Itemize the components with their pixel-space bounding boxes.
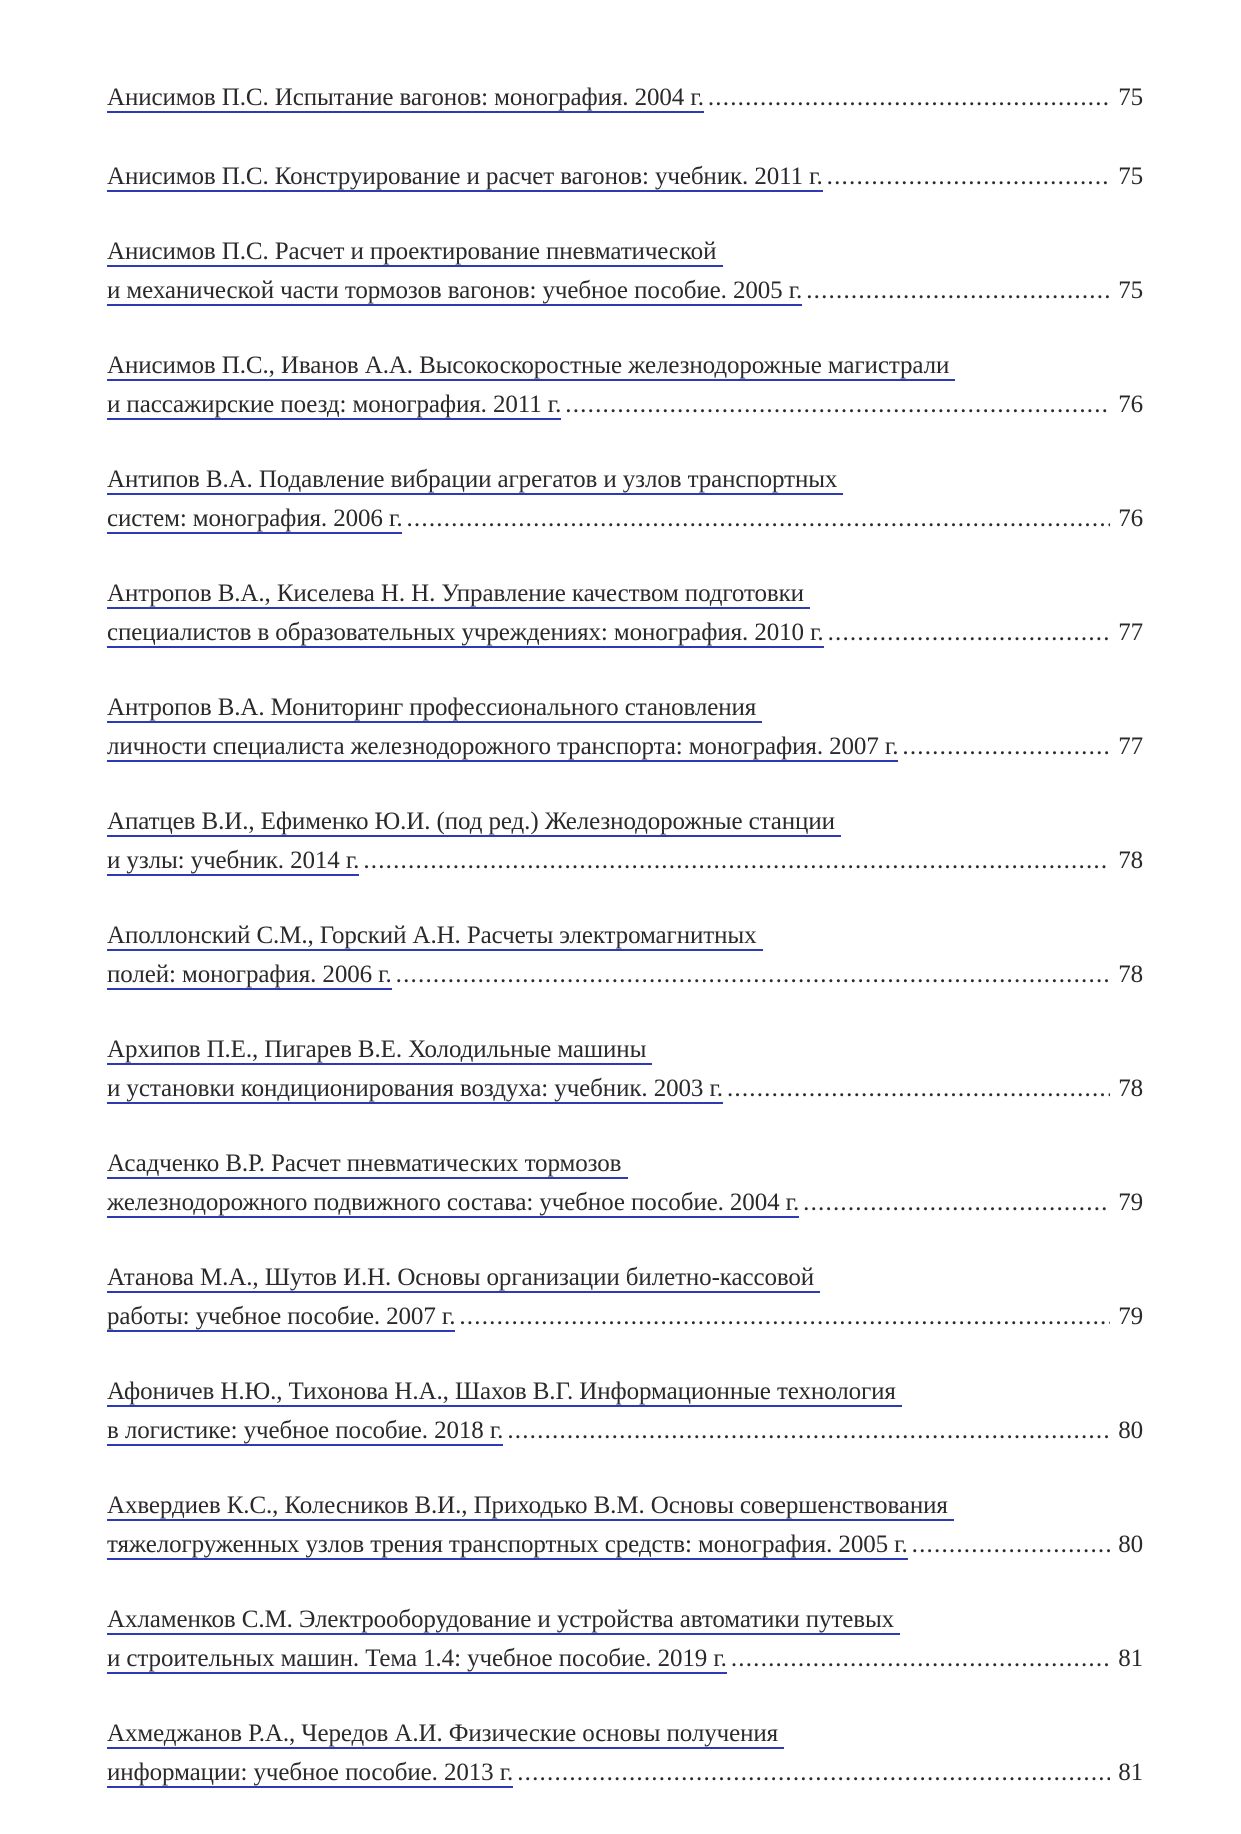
- toc-entry[interactable]: [107, 352, 1143, 422]
- toc-entry-link[interactable]: Апатцев В.И., Ефименко Ю.И. (под ред.) Железнодорожные станции: [107, 808, 841, 837]
- toc-entry-line: [107, 922, 1143, 957]
- toc-entry-line: [107, 1378, 1143, 1413]
- toc-entry-link[interactable]: и механической части тормозов вагонов: учебное пособие. 2005 г.: [107, 277, 803, 304]
- toc-entry-link[interactable]: Анисимов П.С., Иванов А.А. Высокоскоростные железнодорожные магистрали: [107, 352, 955, 381]
- toc-entry[interactable]: [107, 80, 1143, 115]
- toc-entry-link[interactable]: Асадченко В.Р. Расчет пневматических тормозов: [107, 1150, 628, 1179]
- toc-entry-link[interactable]: полей: монография. 2006 г.: [107, 961, 392, 988]
- dot-leader: [708, 80, 1110, 115]
- page-number: 78: [1118, 847, 1143, 874]
- toc-entry-line: [107, 580, 1143, 615]
- toc-entry-line: [107, 1492, 1143, 1527]
- toc-entry-link[interactable]: Анисимов П.С. Конструирование и расчет вагонов: учебник. 2011 г.: [107, 163, 823, 190]
- page-number: 79: [1118, 1189, 1143, 1216]
- dot-leader: [459, 1299, 1110, 1334]
- dot-leader: [912, 1527, 1110, 1562]
- toc-entry[interactable]: [107, 1492, 1143, 1562]
- toc-entry-line: [107, 615, 1143, 650]
- dot-leader: [565, 387, 1110, 422]
- toc-entry[interactable]: [107, 1606, 1143, 1676]
- toc-entry[interactable]: [107, 808, 1143, 878]
- toc-entry-line: [107, 273, 1143, 308]
- toc-entry-line: [107, 1299, 1143, 1334]
- toc-entry-line: [107, 1641, 1143, 1676]
- toc-entry-link[interactable]: и установки кондиционирования воздуха: учебник. 2003 г.: [107, 1075, 723, 1102]
- toc-entry[interactable]: [107, 159, 1143, 194]
- page-number: 78: [1118, 961, 1143, 988]
- toc-entry-line: [107, 1413, 1143, 1448]
- toc-entry-line: [107, 238, 1143, 273]
- dot-leader: [827, 159, 1110, 194]
- toc-entry-link[interactable]: Ахмеджанов Р.А., Чередов А.И. Физические основы получения: [107, 1720, 784, 1749]
- toc-entry-link[interactable]: личности специалиста железнодорожного транспорта: монография. 2007 г.: [107, 733, 899, 760]
- page-number: 80: [1118, 1531, 1143, 1558]
- toc-entry[interactable]: [107, 1150, 1143, 1220]
- toc-entry-line: [107, 501, 1143, 536]
- toc-entry[interactable]: [107, 1378, 1143, 1448]
- toc-entry[interactable]: [107, 922, 1143, 992]
- toc-entry-line: [107, 694, 1143, 729]
- dot-leader: [517, 1755, 1110, 1790]
- page-number: 80: [1118, 1417, 1143, 1444]
- dot-leader: [828, 615, 1110, 650]
- toc-entry-line: [107, 1185, 1143, 1220]
- toc-entry-link[interactable]: специалистов в образовательных учреждениях: монография. 2010 г.: [107, 619, 824, 646]
- dot-leader: [727, 1071, 1110, 1106]
- toc-entry-line: [107, 1720, 1143, 1755]
- page-number: 75: [1118, 163, 1143, 190]
- toc-entry-link[interactable]: Антропов В.А. Мониторинг профессионального становления: [107, 694, 762, 723]
- page-number: 75: [1118, 84, 1143, 111]
- toc-entry-line: [107, 1606, 1143, 1641]
- toc-entry-link[interactable]: Анисимов П.С. Испытание вагонов: монография. 2004 г.: [107, 84, 704, 111]
- toc-entry-line: [107, 1264, 1143, 1299]
- dot-leader: [363, 843, 1110, 878]
- toc-entry-line: [107, 1527, 1143, 1562]
- page-number: 78: [1118, 1075, 1143, 1102]
- toc-entry-link[interactable]: Антропов В.А., Киселева Н. Н. Управление качеством подготовки: [107, 580, 810, 609]
- dot-leader: [803, 1185, 1110, 1220]
- toc-entry-link[interactable]: Архипов П.Е., Пигарев В.Е. Холодильные машины: [107, 1036, 652, 1065]
- page-number: 76: [1118, 505, 1143, 532]
- toc-entry-line: [107, 843, 1143, 878]
- toc-entry-line: [107, 1071, 1143, 1106]
- toc-entry-link[interactable]: Анисимов П.С. Расчет и проектирование пневматической: [107, 238, 723, 267]
- toc-entry[interactable]: [107, 1264, 1143, 1334]
- toc-entry-line: [107, 808, 1143, 843]
- toc-entry-link[interactable]: железнодорожного подвижного состава: учебное пособие. 2004 г.: [107, 1189, 800, 1216]
- toc-entry-line: [107, 80, 1143, 115]
- toc-entry-line: [107, 466, 1143, 501]
- page-number: 77: [1118, 619, 1143, 646]
- toc-entry-line: [107, 1755, 1143, 1790]
- toc-entry-link[interactable]: и пассажирские поезд: монография. 2011 г.: [107, 391, 562, 418]
- dot-leader: [507, 1413, 1110, 1448]
- toc-entry-link[interactable]: и узлы: учебник. 2014 г.: [107, 847, 360, 874]
- page-number: 81: [1118, 1645, 1143, 1672]
- toc-entry[interactable]: [107, 238, 1143, 308]
- toc-entry-link[interactable]: в логистике: учебное пособие. 2018 г.: [107, 1417, 504, 1444]
- dot-leader: [731, 1641, 1110, 1676]
- toc-entry-line: [107, 159, 1143, 194]
- toc-entry-link[interactable]: Антипов В.А. Подавление вибрации агрегатов и узлов транспортных: [107, 466, 843, 495]
- dot-leader: [396, 957, 1110, 992]
- toc-entry-link[interactable]: Атанова М.А., Шутов И.Н. Основы организации билетно-кассовой: [107, 1264, 820, 1293]
- page-number: 77: [1118, 733, 1143, 760]
- toc-entry-line: [107, 1150, 1143, 1185]
- toc-entry-line: [107, 1036, 1143, 1071]
- toc-entry[interactable]: [107, 694, 1143, 764]
- toc-entry-link[interactable]: тяжелогруженных узлов трения транспортных средств: монография. 2005 г.: [107, 1531, 908, 1558]
- toc-entry[interactable]: [107, 466, 1143, 536]
- toc-entry[interactable]: [107, 1720, 1143, 1790]
- page-number: 81: [1118, 1759, 1143, 1786]
- toc-entry-link[interactable]: и строительных машин. Тема 1.4: учебное пособие. 2019 г.: [107, 1645, 727, 1672]
- toc-entry-link[interactable]: Ахвердиев К.С., Колесников В.И., Приходько В.М. Основы совершенствования: [107, 1492, 954, 1521]
- table-of-contents: [107, 80, 1143, 1834]
- toc-entry-link[interactable]: Ахламенков С.М. Электрооборудование и устройства автоматики путевых: [107, 1606, 900, 1635]
- toc-entry-link[interactable]: Афоничев Н.Ю., Тихонова Н.А., Шахов В.Г. Информационные технология: [107, 1378, 902, 1407]
- toc-entry-link[interactable]: Аполлонский С.М., Горский А.Н. Расчеты электромагнитных: [107, 922, 763, 951]
- toc-entry-link[interactable]: информации: учебное пособие. 2013 г.: [107, 1759, 514, 1786]
- dot-leader: [902, 729, 1110, 764]
- toc-entry-link[interactable]: систем: монография. 2006 г.: [107, 505, 403, 532]
- page-number: 76: [1118, 391, 1143, 418]
- toc-entry-line: [107, 957, 1143, 992]
- dot-leader: [806, 273, 1110, 308]
- toc-entry-link[interactable]: работы: учебное пособие. 2007 г.: [107, 1303, 456, 1330]
- toc-entry[interactable]: [107, 1036, 1143, 1106]
- toc-entry[interactable]: [107, 580, 1143, 650]
- toc-entry-line: [107, 352, 1143, 387]
- page-number: 79: [1118, 1303, 1143, 1330]
- toc-entry-line: [107, 729, 1143, 764]
- dot-leader: [406, 501, 1110, 536]
- toc-entry-line: [107, 387, 1143, 422]
- page-number: 75: [1118, 277, 1143, 304]
